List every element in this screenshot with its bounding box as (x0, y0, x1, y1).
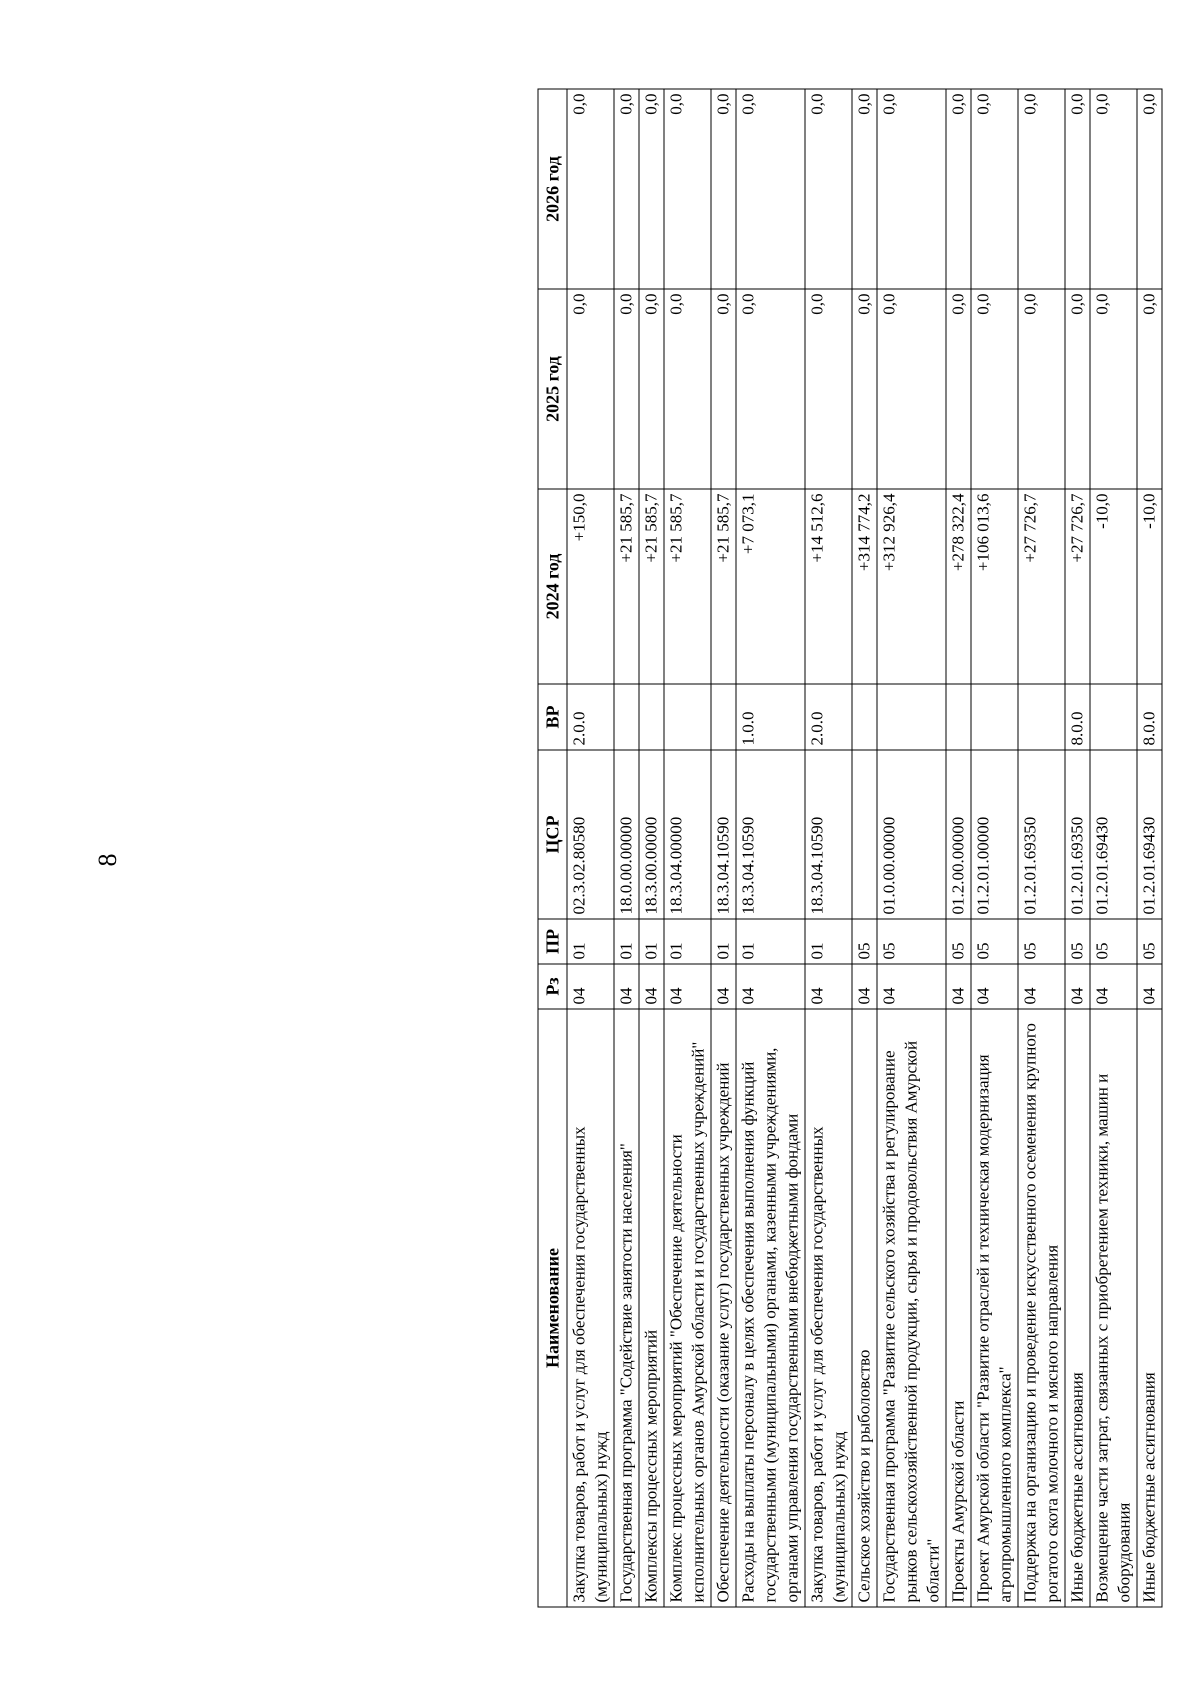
cell-2026: 0,0 (1137, 89, 1162, 289)
cell-name: Государственная программа "Развитие сельского хозяйства и регулирование рынков сельскохозяйственной продукции, сырья и продовольствия Амурской области" (877, 1009, 946, 1607)
cell-csr: 01.2.00.00000 (946, 750, 971, 919)
cell-2024: -10,0 (1137, 489, 1162, 684)
cell-vr (877, 684, 946, 750)
cell-vr: 1.0.0 (736, 684, 805, 750)
budget-table-container (537, 89, 1200, 1607)
cell-2026: 0,0 (852, 89, 877, 289)
cell-pr: 01 (664, 919, 711, 964)
cell-rz: 04 (639, 964, 664, 1009)
cell-name: Закупка товаров, работ и услуг для обеспечения государственных (муниципальных) нужд (567, 1009, 614, 1607)
cell-2024: +27 726,7 (1065, 489, 1090, 684)
cell-pr: 01 (567, 919, 614, 964)
header-rz: Рз (538, 964, 567, 1009)
cell-vr (711, 684, 736, 750)
cell-csr: 01.2.01.69430 (1137, 750, 1162, 919)
cell-name: Иные бюджетные ассигнования (1065, 1009, 1090, 1607)
table-row (852, 89, 877, 1607)
cell-name: Возмещение части затрат, связанных с приобретением техники, машин и оборудования (1090, 1009, 1137, 1607)
cell-name: Проект Амурской области "Развитие отраслей и техническая модернизация агропромышленного комплекса" (971, 1009, 1018, 1607)
table-row (805, 89, 852, 1607)
cell-csr: 18.3.04.10590 (711, 750, 736, 919)
cell-rz: 04 (852, 964, 877, 1009)
cell-csr: 01.2.01.00000 (971, 750, 1018, 919)
cell-pr: 01 (614, 919, 639, 964)
table-row (1090, 89, 1137, 1607)
cell-2025: 0,0 (1090, 289, 1137, 489)
table-row (664, 89, 711, 1607)
cell-vr (664, 684, 711, 750)
cell-2025: 0,0 (1065, 289, 1090, 489)
cell-rz: 04 (664, 964, 711, 1009)
cell-vr: 2.0.0 (805, 684, 852, 750)
cell-name: Комплексы процессных мероприятий (639, 1009, 664, 1607)
cell-csr: 18.3.00.00000 (639, 750, 664, 919)
cell-vr (639, 684, 664, 750)
cell-vr: 2.0.0 (567, 684, 614, 750)
table-row (971, 89, 1018, 1607)
cell-2026: 0,0 (971, 89, 1018, 289)
cell-2026: 0,0 (877, 89, 946, 289)
cell-vr (971, 684, 1018, 750)
cell-rz: 04 (805, 964, 852, 1009)
cell-2024: +21 585,7 (664, 489, 711, 684)
cell-pr: 05 (946, 919, 971, 964)
cell-vr (1090, 684, 1137, 750)
cell-2024: +278 322,4 (946, 489, 971, 684)
cell-rz: 04 (1065, 964, 1090, 1009)
cell-name: Сельское хозяйство и рыболовство (852, 1009, 877, 1607)
cell-2025: 0,0 (971, 289, 1018, 489)
cell-vr: 8.0.0 (1065, 684, 1090, 750)
cell-name: Государственная программа "Содействие занятости населения" (614, 1009, 639, 1607)
cell-2025: 0,0 (567, 289, 614, 489)
cell-2025: 0,0 (614, 289, 639, 489)
cell-pr: 05 (971, 919, 1018, 964)
cell-2025: 0,0 (852, 289, 877, 489)
cell-name: Обеспечение деятельности (оказание услуг) государственных учреждений (711, 1009, 736, 1607)
header-name: Наименование (538, 1009, 567, 1607)
cell-2025: 0,0 (1137, 289, 1162, 489)
cell-2026: 0,0 (736, 89, 805, 289)
cell-name: Поддержка на организацию и проведение искусственного осеменения крупного рогатого скота молочного и мясного направления (1018, 1009, 1065, 1607)
cell-2026: 0,0 (946, 89, 971, 289)
cell-name: Проекты Амурской области (946, 1009, 971, 1607)
cell-2024: +21 585,7 (711, 489, 736, 684)
cell-pr: 05 (852, 919, 877, 964)
cell-pr: 01 (736, 919, 805, 964)
cell-rz: 04 (1018, 964, 1065, 1009)
cell-csr: 01.2.01.69350 (1018, 750, 1065, 919)
cell-rz: 04 (946, 964, 971, 1009)
cell-rz: 04 (736, 964, 805, 1009)
table-row (1065, 89, 1090, 1607)
cell-2025: 0,0 (736, 289, 805, 489)
cell-2025: 0,0 (1018, 289, 1065, 489)
cell-csr: 01.2.01.69430 (1090, 750, 1137, 919)
table-row (639, 89, 664, 1607)
table-row (946, 89, 971, 1607)
table-row (736, 89, 805, 1607)
cell-2024: +314 774,2 (852, 489, 877, 684)
header-pr: ПР (538, 919, 567, 964)
header-vr: ВР (538, 684, 567, 750)
cell-vr (614, 684, 639, 750)
cell-csr: 18.3.04.00000 (664, 750, 711, 919)
cell-2025: 0,0 (711, 289, 736, 489)
cell-2026: 0,0 (1090, 89, 1137, 289)
cell-2024: +7 073,1 (736, 489, 805, 684)
cell-2026: 0,0 (639, 89, 664, 289)
cell-rz: 04 (1090, 964, 1137, 1009)
cell-2026: 0,0 (567, 89, 614, 289)
cell-2025: 0,0 (946, 289, 971, 489)
header-2026: 2026 год (538, 89, 567, 289)
table-row (877, 89, 946, 1607)
cell-rz: 04 (877, 964, 946, 1009)
header-2025: 2025 год (538, 289, 567, 489)
cell-pr: 01 (805, 919, 852, 964)
cell-vr (946, 684, 971, 750)
cell-2024: +150,0 (567, 489, 614, 684)
cell-pr: 01 (639, 919, 664, 964)
table-row (1137, 89, 1162, 1607)
cell-vr (1018, 684, 1065, 750)
cell-2026: 0,0 (614, 89, 639, 289)
cell-2026: 0,0 (805, 89, 852, 289)
cell-2024: +21 585,7 (614, 489, 639, 684)
cell-csr: 18.0.00.00000 (614, 750, 639, 919)
cell-pr: 01 (711, 919, 736, 964)
cell-2024: +14 512,6 (805, 489, 852, 684)
cell-rz: 04 (1137, 964, 1162, 1009)
cell-rz: 04 (711, 964, 736, 1009)
cell-2024: +21 585,7 (639, 489, 664, 684)
table-header-row (538, 89, 567, 1607)
cell-vr (852, 684, 877, 750)
table-row (567, 89, 614, 1607)
cell-name: Расходы на выплаты персоналу в целях обеспечения выполнения функций государственными (муниципальными) органами, казенными учреждениями, органами управления государственными внебюджетными фондами (736, 1009, 805, 1607)
cell-name: Закупка товаров, работ и услуг для обеспечения государственных (муниципальных) нужд (805, 1009, 852, 1607)
cell-2025: 0,0 (664, 289, 711, 489)
budget-table (537, 88, 1162, 1607)
table-row (1018, 89, 1065, 1607)
cell-2026: 0,0 (664, 89, 711, 289)
cell-rz: 04 (614, 964, 639, 1009)
cell-name: Комплекс процессных мероприятий "Обеспечение деятельности исполнительных органов Амурской области и государственных учреждений" (664, 1009, 711, 1607)
cell-pr: 05 (1018, 919, 1065, 964)
cell-pr: 05 (1065, 919, 1090, 964)
cell-csr: 18.3.04.10590 (736, 750, 805, 919)
cell-vr: 8.0.0 (1137, 684, 1162, 750)
page-number: 8 (93, 853, 122, 867)
cell-2024: +106 013,6 (971, 489, 1018, 684)
cell-pr: 05 (1137, 919, 1162, 964)
cell-pr: 05 (1090, 919, 1137, 964)
cell-csr (852, 750, 877, 919)
cell-csr: 02.3.02.80580 (567, 750, 614, 919)
cell-2026: 0,0 (1018, 89, 1065, 289)
cell-2024: +27 726,7 (1018, 489, 1065, 684)
cell-pr: 05 (877, 919, 946, 964)
cell-csr: 01.2.01.69350 (1065, 750, 1090, 919)
cell-rz: 04 (971, 964, 1018, 1009)
header-2024: 2024 год (538, 489, 567, 684)
table-row (614, 89, 639, 1607)
cell-name: Иные бюджетные ассигнования (1137, 1009, 1162, 1607)
cell-2025: 0,0 (877, 289, 946, 489)
cell-csr: 18.3.04.10590 (805, 750, 852, 919)
cell-2025: 0,0 (805, 289, 852, 489)
cell-2024: +312 926,4 (877, 489, 946, 684)
cell-rz: 04 (567, 964, 614, 1009)
header-csr: ЦСР (538, 750, 567, 919)
cell-2024: -10,0 (1090, 489, 1137, 684)
table-row (711, 89, 736, 1607)
cell-2026: 0,0 (711, 89, 736, 289)
cell-csr: 01.0.00.00000 (877, 750, 946, 919)
cell-2026: 0,0 (1065, 89, 1090, 289)
cell-2025: 0,0 (639, 289, 664, 489)
